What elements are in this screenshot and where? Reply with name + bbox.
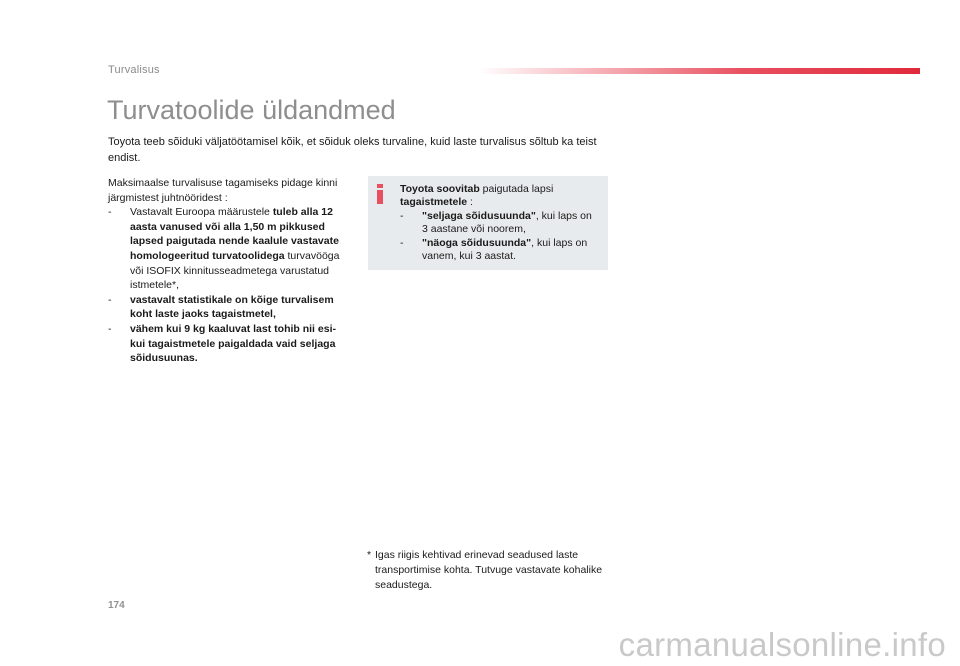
recommendation-text: : (467, 196, 473, 209)
list-item (400, 210, 600, 237)
footnote (367, 548, 617, 593)
page-number: 174 (108, 600, 125, 611)
list-text-bold: vastavalt statistikale on kõige turvalisem koht laste jaoks tagaistmetel, (130, 293, 334, 321)
recommendation-brand: Toyota soovitab (400, 183, 480, 195)
header-accent-bar (478, 68, 920, 74)
list-item (108, 293, 353, 322)
list-item (400, 237, 600, 264)
recommendation-content (400, 183, 600, 263)
list-text: , kui laps on 3 aastane või noorem, (422, 209, 592, 236)
info-icon (376, 184, 384, 204)
recommendation-seats: tagaistmetele (400, 196, 468, 209)
list-text-bold: "näoga sõidusuunda" (422, 236, 532, 249)
list-item (108, 205, 353, 293)
footnote-text: Igas riigis kehtivad erinevad seadused laste transportimise kohta. Tutvuge vastavate kohalike seadustega. (375, 549, 603, 591)
list-text-bold: vähem kui 9 kg kaaluvat last tohib nii esi- kui tagaistmetele paigaldada vaid seljaga sõidusuunas. (130, 322, 336, 365)
list-item (108, 322, 353, 366)
recommendation-list (400, 210, 600, 264)
list-dash: - (108, 293, 112, 306)
list-text-bold: "seljaga sõidusuunda" (422, 209, 536, 222)
page-title: Turvatoolide üldandmed (107, 95, 396, 125)
list-text-bold: tuleb alla 12 aasta vanused või alla 1,50 m pikkused lapsed paigutada nende kaalule vastavate homologeeritud turvatoolidega (130, 206, 339, 262)
footnote-marker: * (367, 549, 372, 561)
list-dash: - (400, 236, 404, 249)
watermark: carmanualsonline.info (618, 626, 946, 663)
main-list (108, 205, 353, 366)
main-column (108, 176, 353, 366)
list-text: turvavööga või ISOFIX kinnitusseadmetega varustatud istmetele*, (130, 249, 340, 292)
list-dash: - (108, 322, 112, 335)
recommendation-box (368, 176, 608, 270)
main-lead: Maksimaalse turvalisuse tagamiseks pidage kinni järgmistest juhtnööridest : (108, 177, 338, 204)
list-text: , kui laps on vanem, kui 3 aastat. (422, 236, 588, 263)
list-dash: - (108, 206, 112, 219)
list-dash: - (400, 209, 404, 222)
recommendation-text: paigutada lapsi (479, 183, 554, 195)
section-label: Turvalisus (108, 64, 160, 76)
intro-paragraph: Toyota teeb sõiduki väljatöötamisel kõik, et sõiduk oleks turvaline, kuid laste turvalisus sõltub ka teist endist. (108, 136, 597, 164)
recommendation-lead (400, 183, 600, 210)
list-text: Vastavalt Euroopa määrustele (130, 206, 273, 219)
